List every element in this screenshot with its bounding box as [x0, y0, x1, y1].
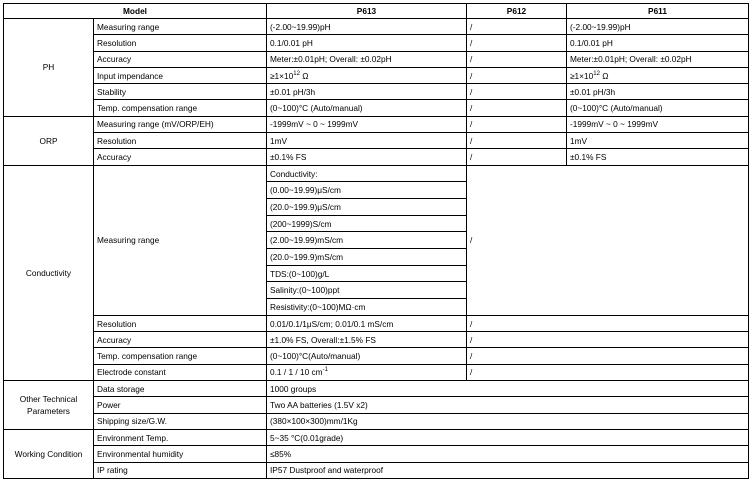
p612-value: / [467, 51, 567, 67]
conductivity-row-electrode-constant [4, 364, 749, 380]
range-item: Salinity:(0~100)ppt [267, 282, 466, 299]
other-models-value: / [467, 364, 749, 380]
range-item: TDS:(0~100)g/L [267, 265, 466, 282]
header-p613: P613 [267, 4, 467, 19]
other-row-data-storage [4, 381, 749, 397]
other-models-value: / [467, 315, 749, 331]
orp-row-resolution [4, 133, 749, 149]
header-p611: P611 [567, 4, 749, 19]
p611-value: 1mV [567, 133, 749, 149]
p613-value: (0~100)°C(Auto/manual) [267, 348, 467, 364]
value-exponent: 12 [293, 70, 300, 77]
row-label: Resolution [94, 35, 267, 51]
spec-table [3, 3, 749, 479]
shared-value: Two AA batteries (1.5V x2) [267, 397, 749, 413]
range-item: (0.00~19.99)μS/cm [267, 182, 466, 199]
row-label: Power [94, 397, 267, 413]
row-label: Temp. compensation range [94, 348, 267, 364]
row-label: Environment Temp. [94, 429, 267, 445]
row-label: IP rating [94, 462, 267, 478]
p613-value: ±1.0% FS, Overall:±1.5% FS [267, 332, 467, 348]
other-row-power [4, 397, 749, 413]
range-item: (20.0~199.9)μS/cm [267, 199, 466, 216]
p613-value: 0.1/0.01 pH [267, 35, 467, 51]
value-exponent: 12 [593, 70, 600, 77]
orp-group-label: ORP [4, 116, 94, 165]
p612-value: / [467, 116, 567, 132]
p613-value: ±0.01 pH/3h [267, 84, 467, 100]
value-base: 0.1 / 1 / 10 cm [270, 367, 323, 378]
working-row-environmental-humidity [4, 446, 749, 462]
value-exponent: -1 [322, 367, 328, 374]
range-item: Resistivity:(0~100)MΩ·cm [270, 302, 366, 313]
shared-value: 5~35 °C(0.01grade) [267, 429, 749, 445]
p612-value: / [467, 19, 567, 35]
conductivity-range-list [267, 166, 466, 315]
p611-value [567, 67, 749, 83]
row-label: Electrode constant [94, 364, 267, 380]
other-models-value: / [467, 165, 749, 315]
p612-value: / [467, 67, 567, 83]
p613-value: (-2.00~19.99)pH [267, 19, 467, 35]
range-item: (20.0~199.9)mS/cm [267, 249, 466, 266]
row-label: Environmental humidity [94, 446, 267, 462]
header-p612: P612 [467, 4, 567, 19]
row-label: Shipping size/G.W. [94, 413, 267, 429]
ph-row-input-impendance [4, 67, 749, 83]
other-row-shipping-size [4, 413, 749, 429]
p613-value: -1999mV ~ 0 ~ 1999mV [267, 116, 467, 132]
p613-value: ±0.1% FS [267, 149, 467, 165]
p611-value: ±0.1% FS [567, 149, 749, 165]
header-row [4, 4, 749, 19]
row-label: Data storage [94, 381, 267, 397]
header-model: Model [4, 4, 267, 19]
p613-value [267, 67, 467, 83]
p611-value: Meter:±0.01pH; Overall: ±0.02pH [567, 51, 749, 67]
value-base: ≥1×10 [570, 70, 594, 81]
working-row-environment-temp [4, 429, 749, 445]
row-label: Accuracy [94, 149, 267, 165]
working-group-label: Working Condition [4, 429, 94, 478]
row-label: Measuring range [94, 165, 267, 315]
ph-row-stability [4, 84, 749, 100]
orp-row-accuracy [4, 149, 749, 165]
p613-value: Meter:±0.01pH; Overall: ±0.02pH [267, 51, 467, 67]
ph-row-measuring-range [4, 19, 749, 35]
p611-value: ±0.01 pH/3h [567, 84, 749, 100]
p612-value: / [467, 133, 567, 149]
conductivity-row-measuring-range [4, 165, 749, 315]
p612-value: / [467, 100, 567, 116]
row-label: Accuracy [94, 51, 267, 67]
row-label: Measuring range (mV/ORP/EH) [94, 116, 267, 132]
working-row-ip-rating [4, 462, 749, 478]
row-label: Resolution [94, 133, 267, 149]
ph-row-resolution [4, 35, 749, 51]
row-label: Input impendance [94, 67, 267, 83]
other-group-label: Other Technical Parameters [4, 381, 94, 430]
orp-row-measuring-range [4, 116, 749, 132]
conductivity-row-temp-compensation [4, 348, 749, 364]
p613-value: 1mV [267, 133, 467, 149]
conductivity-row-accuracy [4, 332, 749, 348]
value-unit: Ω [299, 70, 309, 81]
range-item: (200~1999)S/cm [267, 215, 466, 232]
shared-value: 1000 groups [267, 381, 749, 397]
p611-value: (0~100)°C (Auto/manual) [567, 100, 749, 116]
other-models-value: / [467, 332, 749, 348]
p613-value: (0~100)°C (Auto/manual) [267, 100, 467, 116]
p613-value [267, 364, 467, 380]
value-unit: Ω [599, 70, 609, 81]
range-item: (2.00~19.99)mS/cm [267, 232, 466, 249]
row-label: Temp. compensation range [94, 100, 267, 116]
ph-row-accuracy [4, 51, 749, 67]
shared-value: IP57 Dustproof and waterproof [267, 462, 749, 478]
row-label: Measuring range [94, 19, 267, 35]
conductivity-group-label: Conductivity [4, 165, 94, 380]
shared-value: (380×100×300)mm/1Kg [267, 413, 749, 429]
value-base: ≥1×10 [270, 70, 294, 81]
shared-value: ≤85% [267, 446, 749, 462]
p613-value: 0.01/0.1/1μS/cm; 0.01/0.1 mS/cm [267, 315, 467, 331]
p612-value: / [467, 84, 567, 100]
ph-row-temp-compensation [4, 100, 749, 116]
p612-value: / [467, 149, 567, 165]
range-item: Conductivity: [267, 166, 466, 182]
row-label: Accuracy [94, 332, 267, 348]
conductivity-row-resolution [4, 315, 749, 331]
ph-group-label: PH [4, 19, 94, 117]
p612-value: / [467, 35, 567, 51]
p611-value: 0.1/0.01 pH [567, 35, 749, 51]
row-label: Stability [94, 84, 267, 100]
row-label: Resolution [94, 315, 267, 331]
p611-value: (-2.00~19.99)pH [567, 19, 749, 35]
conductivity-range-cell [267, 165, 467, 315]
other-models-value: / [467, 348, 749, 364]
p611-value: -1999mV ~ 0 ~ 1999mV [567, 116, 749, 132]
